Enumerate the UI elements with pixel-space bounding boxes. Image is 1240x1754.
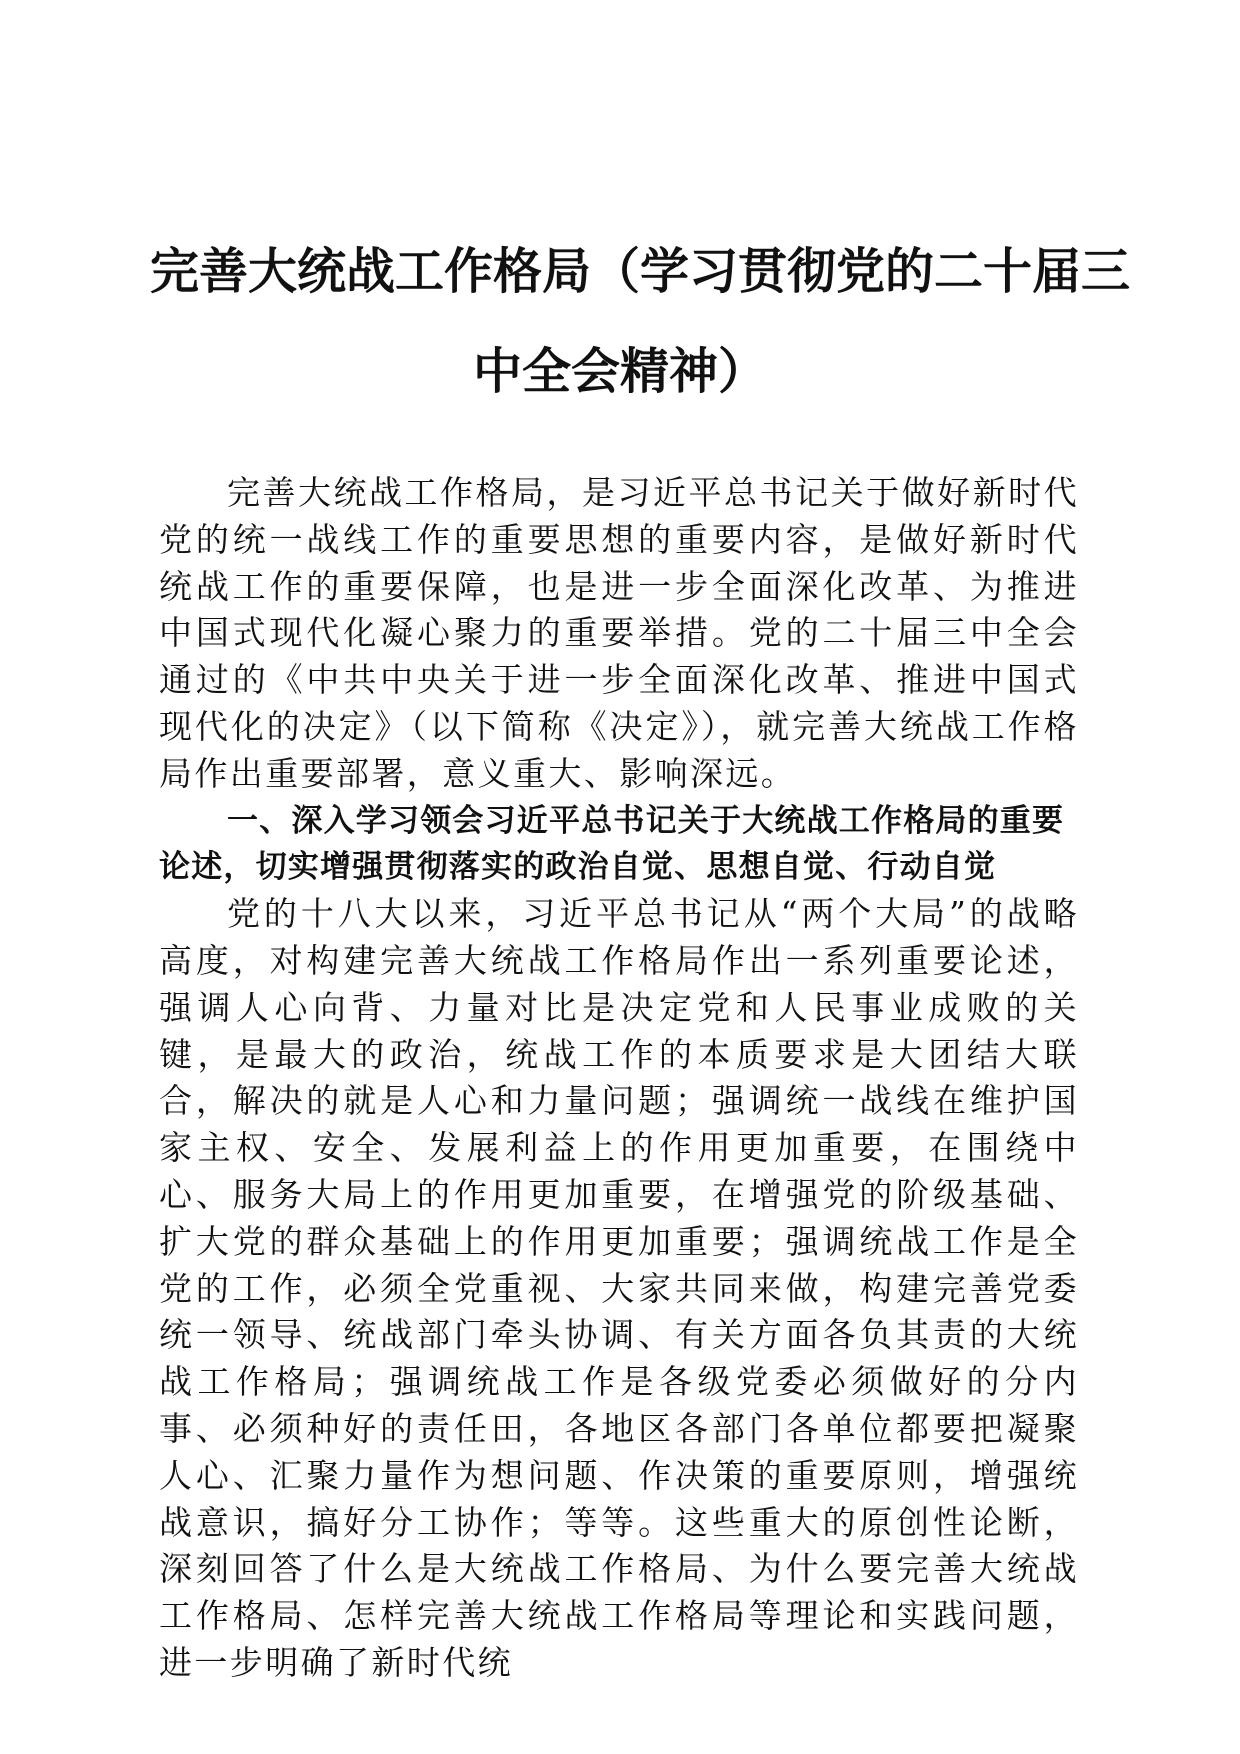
document-body [159,470,1079,1687]
document-title-line-1: 完善大统战工作格局（学习贯彻党的二十届三 [150,243,1131,300]
section-heading-1: 一、深入学习领会习近平总书记关于大统战工作格局的重要论述，切实增强贯彻落实的政治自觉、思想自觉、行动自觉 [159,802,1065,886]
document-title-line-2: 中全会精神） [472,343,767,400]
document-title [150,222,1131,422]
intro-paragraph: 完善大统战工作格局，是习近平总书记关于做好新时代党的统一战线工作的重要思想的重要内容，是做好新时代统战工作的重要保障，也是进一步全面深化改革、为推进中国式现代化凝心聚力的重要举措。党的二十届三中全会通过的《中共中央关于进一步全面深化改革、推进中国式现代化的决定》（以下简称《决定》），就完善大统战工作格局作出重要部署，意义重大、影响深远。 [159,473,1079,793]
section-1-paragraph: 党的十八大以来，习近平总书记从“两个大局”的战略高度，对构建完善大统战工作格局作出一系列重要论述，强调人心向背、力量对比是决定党和人民事业成败的关键，是最大的政治，统战工作的本质要求是大团结大联合，解决的就是人心和力量问题；强调统一战线在维护国家主权、安全、发展利益上的作用更加重要，在围绕中心、服务大局上的作用更加重要，在增强党的阶级基础、扩大党的群众基础上的作用更加重要；强调统战工作是全党的工作，必须全党重视、大家共同来做，构建完善党委统一领导、统战部门牵头协调、有关方面各负其责的大统战工作格局；强调统战工作是各级党委必须做好的分内事、必须种好的责任田，各地区各部门各单位都要把凝聚人心、汇聚力量作为想问题、作决策的重要原则，增强统战意识，搞好分工协作；等等。这些重大的原创性论断，深刻回答了什么是大统战工作格局、为什么要完善大统战工作格局、怎样完善大统战工作格局等理论和实践问题，进一步明确了新时代统 [159,894,1079,1682]
